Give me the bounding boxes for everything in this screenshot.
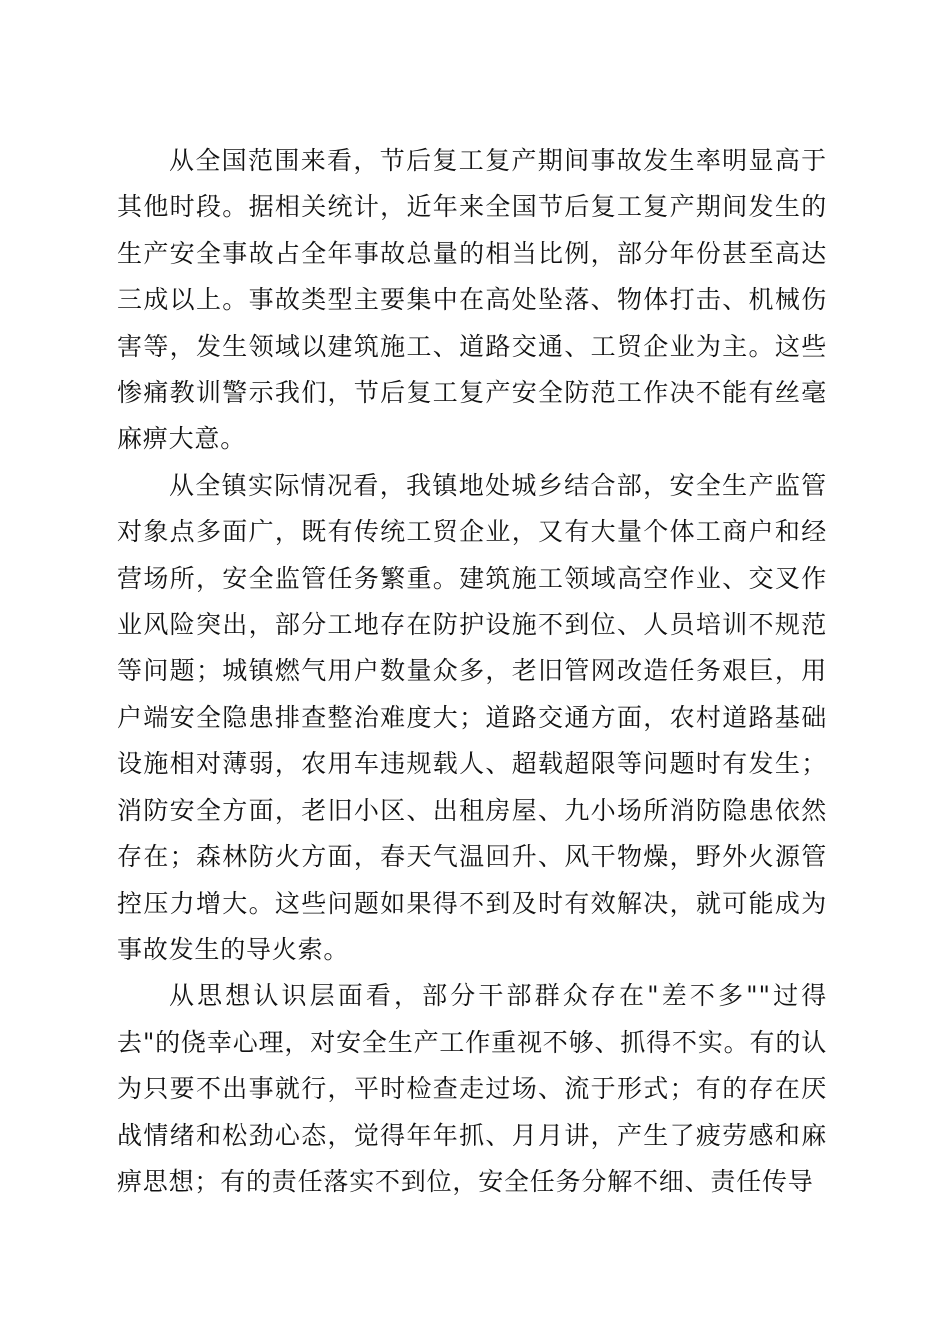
paragraph-ideological-awareness: 从思想认识层面看，部分干部群众存在"差不多""过得去"的侥幸心理，对安全生产工作重视不够、抓得不实。有的认为只要不出事就行，平时检查走过场、流于形式；有的存在厌战情绪和松劲心态，觉得年年抓、月月讲，产生了疲劳感和麻痹思想；有的责任落实不到位，安全任务分解不细、责任传导 — [117, 981, 827, 1196]
body-text — [117, 138, 827, 1205]
paragraph-town-situation: 从全镇实际情况看，我镇地处城乡结合部，安全生产监管对象点多面广，既有传统工贸企业，又有大量个体工商户和经营场所，安全监管任务繁重。建筑施工领域高空作业、交叉作业风险突出，部分工地存在防护设施不到位、人员培训不规范等问题；城镇燃气用户数量众多，老旧管网改造任务艰巨，用户端安全隐患排查整治难度大；道路交通方面，农村道路基础设施相对薄弱，农用车违规载人、超载超限等问题时有发生；消防安全方面，老旧小区、出租房屋、九小场所消防隐患依然存在；森林防火方面，春天气温回升、风干物燥，野外火源管控压力增大。这些问题如果得不到及时有效解决，就可能成为事故发生的导火索。 — [117, 470, 827, 964]
paragraph-national-overview: 从全国范围来看，节后复工复产期间事故发生率明显高于其他时段。据相关统计，近年来全国节后复工复产期间发生的生产安全事故占全年事故总量的相当比例，部分年份甚至高达三成以上。事故类型主要集中在高处坠落、物体打击、机械伤害等，发生领域以建筑施工、道路交通、工贸企业为主。这些惨痛教训警示我们，节后复工复产安全防范工作决不能有丝毫麻痹大意。 — [117, 146, 827, 454]
